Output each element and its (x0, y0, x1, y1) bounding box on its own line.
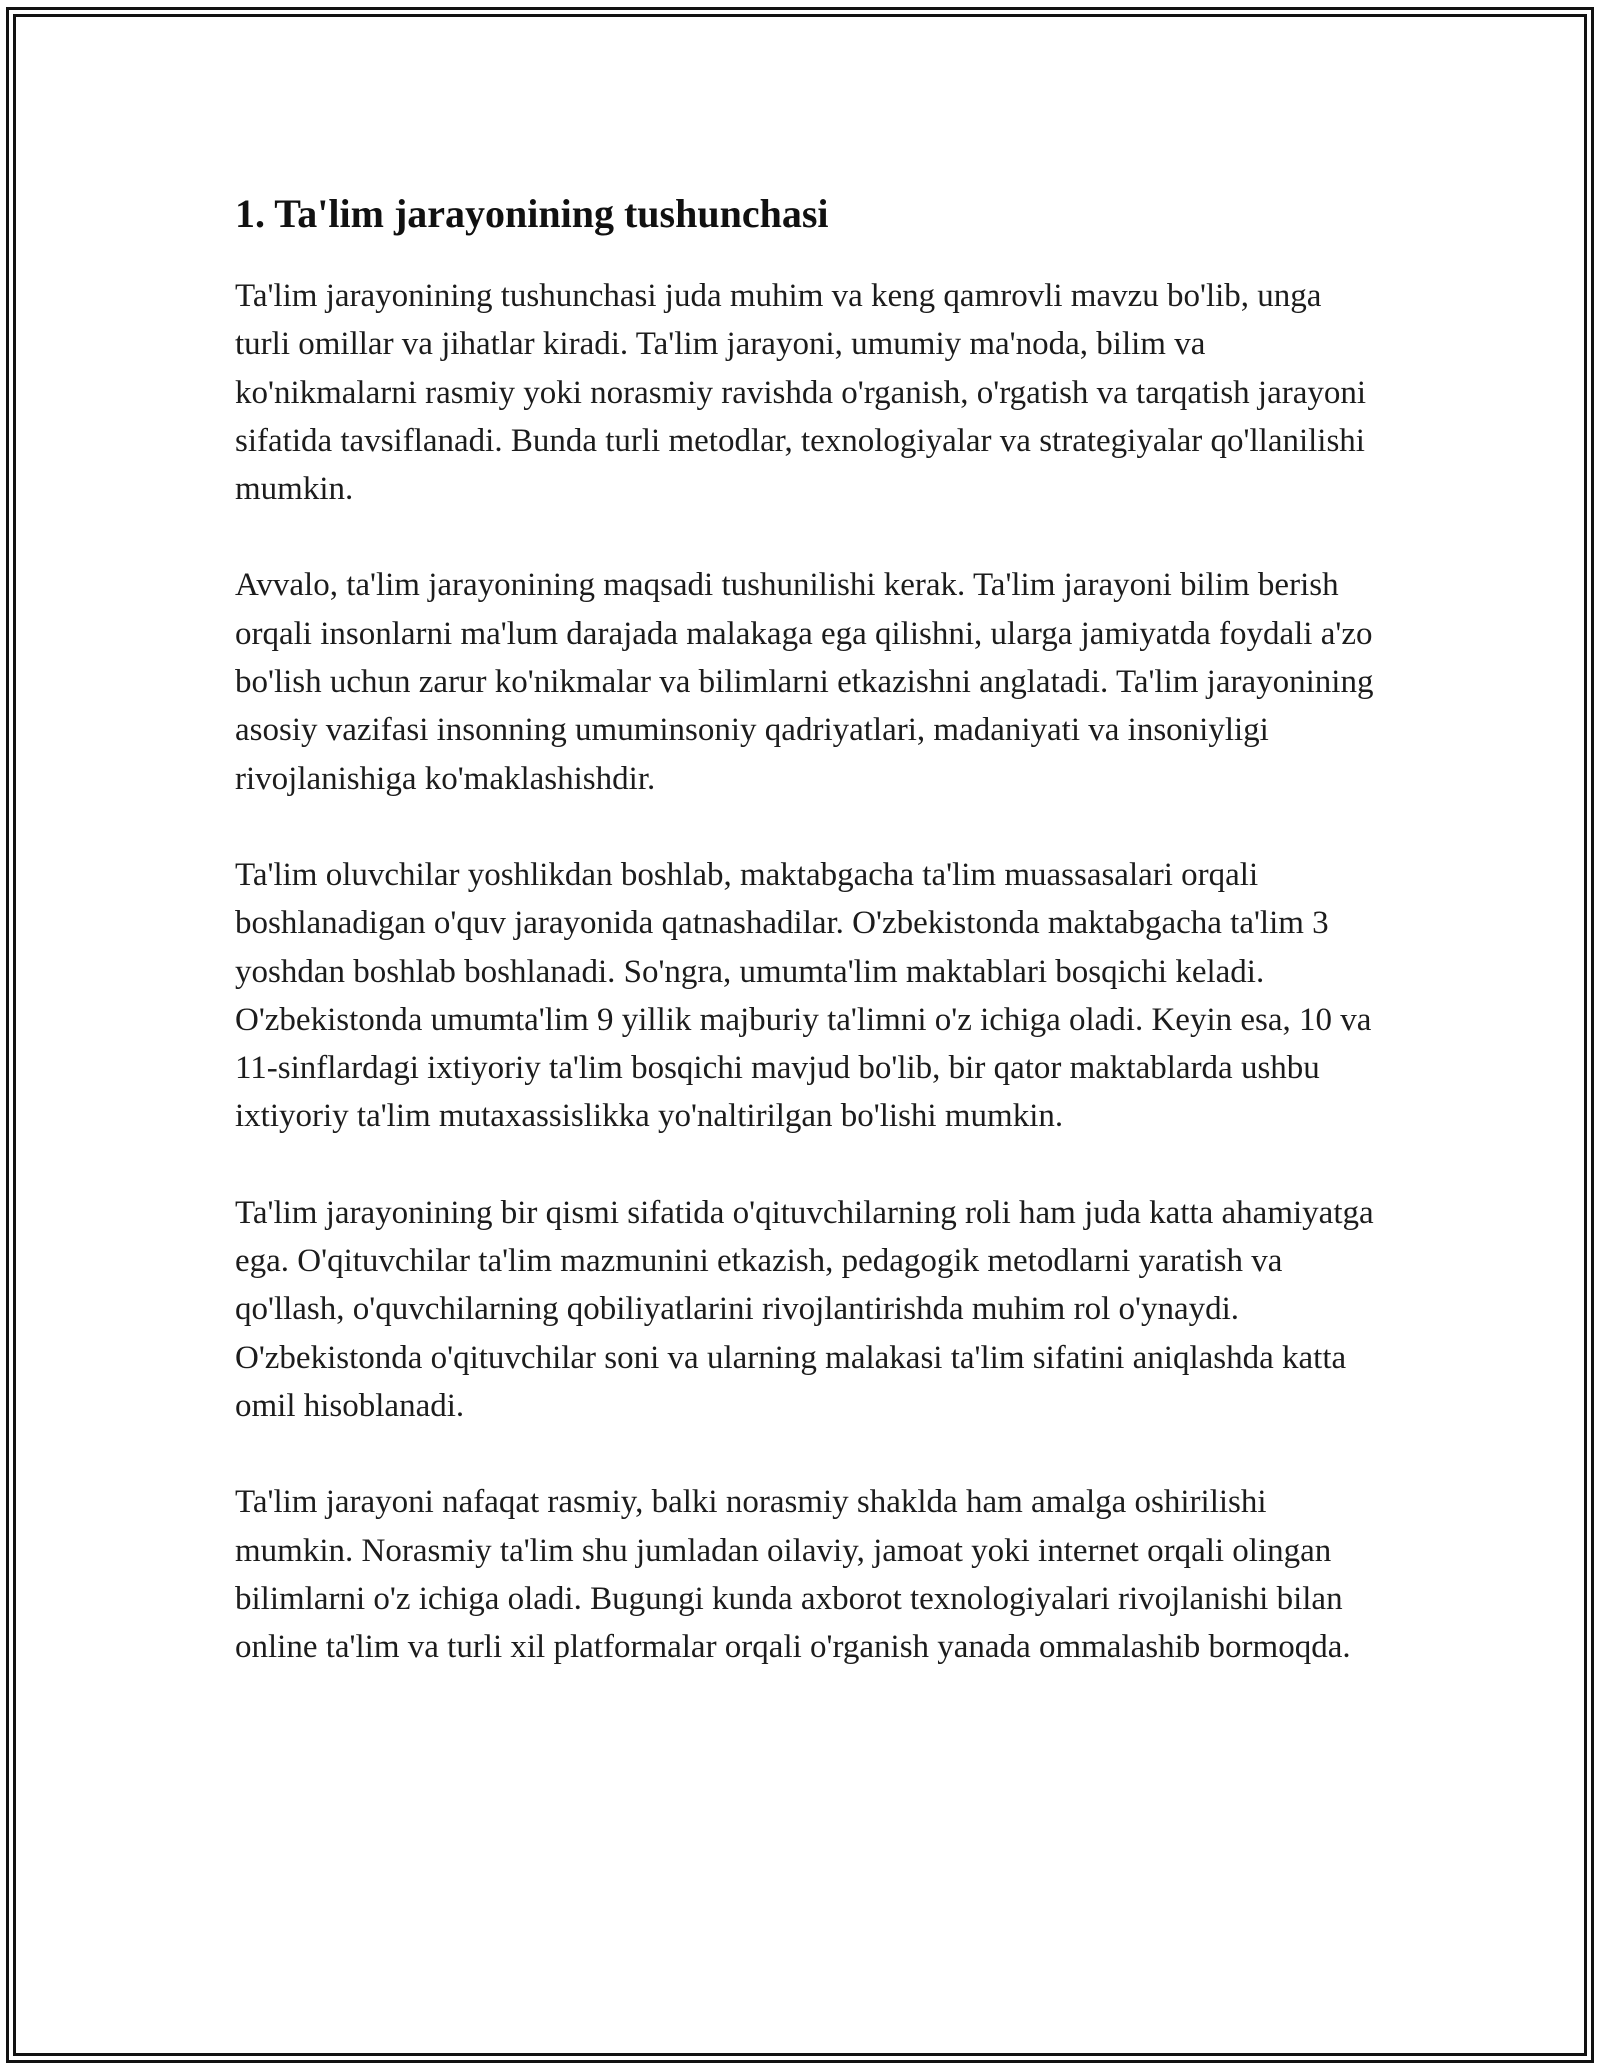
paragraph-3: Ta'lim oluvchilar yoshlikdan boshlab, maktabgacha ta'lim muassasalari orqali boshlanadigan o'quv jarayonida qatnashadilar. O'zbekistonda maktabgacha ta'lim 3 yoshdan boshlab boshlanadi. So'ngra, umumta'lim maktablari bosqichi keladi. O'zbekistonda umumta'lim 9 yillik majburiy ta'limni o'z ichiga oladi. Keyin esa, 10 va 11-sinflardagi ixtiyoriy ta'lim bosqichi mavjud bo'lib, bir qator maktablarda ushbu ixtiyoriy ta'lim mutaxassislikka yo'naltirilgan bo'lishi mumkin. (235, 856, 1372, 1135)
page-title: 1. Ta'lim jarayonining tushunchasi (235, 191, 829, 236)
paragraph-2: Avvalo, ta'lim jarayonining maqsadi tushunilishi kerak. Ta'lim jarayoni bilim berish orqali insonlarni ma'lum darajada malakaga ega qilishni, ularga jamiyatda foydali a'zo bo'lish uchun zarur ko'nikmalar va bilimlarni etkazishni anglatadi. Ta'lim jarayonining asosiy vazifasi insonning umuminsoniy qadriyatlari, madaniyati va insoniyligi rivojlanishiga ko'maklashishdir. (235, 567, 1374, 797)
paragraph-1: Ta'lim jarayonining tushunchasi juda muhim va keng qamrovli mavzu bo'lib, unga turli omillar va jihatlar kiradi. Ta'lim jarayoni, umumiy ma'noda, bilim va ko'nikmalarni rasmiy yoki norasmiy ravishda o'rganish, o'rgatish va tarqatish jarayoni sifatida tavsiflanadi. Bunda turli metodlar, texnologiyalar va strategiyalar qo'llanilishi mumkin. (235, 278, 1367, 508)
paragraph-5: Ta'lim jarayoni nafaqat rasmiy, balki norasmiy shaklda ham amalga oshirilishi mumkin. Norasmiy ta'lim shu jumladan oilaviy, jamoat yoki internet orqali olingan bilimlarni o'z ichiga oladi. Bugungi kunda axborot texnologiyalari rivojlanishi bilan online ta'lim va turli xil platformalar orqali o'rganish yanada ommalashib bormoqda. (235, 1484, 1351, 1666)
document-page (235, 188, 1375, 1719)
paragraph-4: Ta'lim jarayonining bir qismi sifatida o'qituvchilarning roli ham juda katta ahamiyatga ega. O'qituvchilar ta'lim mazmunini etkazish, pedagogik metodlarni yaratish va qo'llash, o'quvchilarning qobiliyatlarini rivojlantirishda muhim rol o'ynaydi. O'zbekistonda o'qituvchilar soni va ularning malakasi ta'lim sifatini aniqlashda katta omil hisoblanadi. (235, 1194, 1374, 1424)
